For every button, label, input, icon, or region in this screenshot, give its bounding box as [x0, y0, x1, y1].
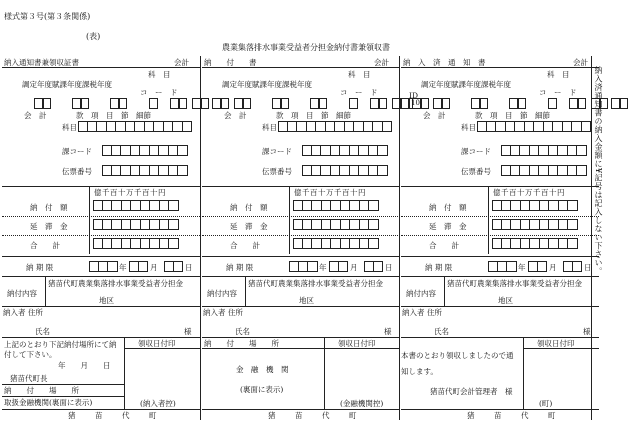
code-box[interactable]: [110, 98, 119, 109]
kaikei-label: 会計: [573, 58, 588, 67]
hi-label: 日: [584, 263, 592, 272]
naiyo-label: 納付内容: [7, 289, 37, 298]
code-box[interactable]: [349, 98, 358, 109]
chiku-label: 地区: [299, 296, 314, 305]
gokei-boxes[interactable]: [93, 238, 179, 249]
gokei-label: 合 計: [30, 241, 60, 250]
code-box[interactable]: [370, 98, 379, 109]
kigen-label: 納 期 限: [226, 263, 254, 272]
sama-label: 様: [384, 327, 392, 336]
sama-label: 様: [184, 327, 192, 336]
kamoku-label: 科目: [62, 123, 77, 132]
s2-bank: 金 融 機 関: [236, 365, 289, 374]
shimei-label: 氏名: [434, 327, 449, 336]
code-label: コ ー ド: [539, 88, 577, 97]
code-box[interactable]: [179, 98, 188, 109]
code-box[interactable]: [471, 98, 480, 109]
kamoku-boxes[interactable]: [477, 121, 591, 132]
kamoku-label: 科目: [262, 123, 277, 132]
section-title: 納入通知書兼領収証書: [4, 58, 79, 67]
naiyo-text: 猪苗代町農業集落排水事業受益者分担金: [447, 279, 582, 288]
code-box[interactable]: [212, 98, 221, 109]
s2-place: 納 付 場 所: [204, 339, 279, 348]
code-box[interactable]: [442, 98, 451, 109]
code-box[interactable]: [620, 98, 629, 109]
code-box[interactable]: [81, 98, 90, 109]
kaikei2-label: 会 計: [224, 111, 247, 120]
entai-boxes[interactable]: [93, 219, 179, 230]
chiku-label: 地区: [99, 296, 114, 305]
stamp-note: (金融機関控): [340, 399, 384, 408]
kamoku-top-label: 科 目: [148, 70, 171, 79]
code-box[interactable]: [401, 98, 410, 109]
kigen-day-boxes[interactable]: [364, 261, 383, 272]
code-box[interactable]: [201, 98, 210, 109]
side-note: 納入済通知書の納入金額に¥記号は記入しない下さい。: [594, 66, 603, 276]
code-box[interactable]: [119, 98, 128, 109]
denpyo-boxes[interactable]: [302, 165, 388, 176]
code-box[interactable]: [518, 98, 527, 109]
code-box[interactable]: [433, 98, 442, 109]
code-box[interactable]: [310, 98, 319, 109]
nendo-label: 調定年度賦課年度課税年度: [421, 80, 511, 89]
gokei-boxes[interactable]: [492, 238, 578, 249]
tsuki-label: 月: [549, 263, 557, 272]
denpyo-label: 伝票番号: [461, 167, 491, 176]
denpyo-boxes[interactable]: [102, 165, 188, 176]
footer-town: 猪 苗 代 町: [467, 411, 562, 420]
naiyo-text: 猪苗代町農業集落排水事業受益者分担金: [248, 279, 383, 288]
kigen-year-boxes[interactable]: [488, 261, 517, 272]
form-title: 農業集落排水事業受益者分担金納付書兼領収書: [222, 43, 390, 52]
digits-header: 億千百十万千百十円: [94, 188, 166, 197]
entai-label: 延 滞 金: [30, 222, 68, 231]
right-border: [591, 56, 592, 420]
code-box[interactable]: [149, 98, 158, 109]
code-box[interactable]: [578, 98, 587, 109]
nofu_gaku-boxes[interactable]: [93, 200, 179, 211]
kamoku-label: 科目: [461, 123, 476, 132]
kigen-label: 納 期 限: [26, 263, 54, 272]
hi-label: 日: [185, 263, 193, 272]
entai-label: 延 滞 金: [230, 222, 268, 231]
s3-line2: 知します。: [401, 367, 438, 376]
naiyo-label: 納付内容: [207, 289, 237, 298]
digits-header: 億千百十万千百十円: [294, 188, 366, 197]
code-box[interactable]: [319, 98, 328, 109]
id-value: 10: [411, 99, 420, 107]
kaikei2-label: 会 計: [24, 111, 47, 120]
tsuki-label: 月: [350, 263, 358, 272]
code-box[interactable]: [421, 98, 430, 109]
s1-line2: 付して下さい。: [4, 350, 57, 359]
entai-label: 延 滞 金: [429, 222, 467, 231]
nen-label: 年: [319, 263, 327, 272]
kigen-month-boxes[interactable]: [329, 261, 348, 272]
id-label: ID: [409, 91, 418, 100]
section-title: 納 入 済 通 知 書: [403, 58, 486, 67]
nofu_gaku-label: 納 付 額: [30, 203, 68, 212]
form-side: (表): [86, 32, 101, 41]
section-divider: [200, 56, 201, 420]
naiyo-label: 納付内容: [406, 289, 436, 298]
kan-label: 款 項 目 節 細節: [475, 111, 550, 120]
kan-label: 款 項 目 節 細節: [76, 111, 151, 120]
code-box[interactable]: [221, 98, 230, 109]
kigen-day-boxes[interactable]: [164, 261, 183, 272]
ryoshu-label: 領収日付印: [338, 339, 376, 348]
code-box[interactable]: [281, 98, 290, 109]
footer-town: 猪 苗 代 町: [68, 411, 163, 420]
tsuki-label: 月: [150, 263, 158, 272]
code-box[interactable]: [170, 98, 179, 109]
code-box[interactable]: [34, 98, 43, 109]
entai-boxes[interactable]: [492, 219, 578, 230]
ka-code-boxes[interactable]: [501, 145, 587, 156]
nendo-label: 調定年度賦課年度課税年度: [222, 80, 312, 89]
kamoku-top-label: 科 目: [348, 70, 371, 79]
kamoku-boxes[interactable]: [278, 121, 392, 132]
code-box[interactable]: [272, 98, 281, 109]
denpyo-label: 伝票番号: [62, 167, 92, 176]
naiyo-text: 猪苗代町農業集落排水事業受益者分担金: [48, 279, 183, 288]
ryoshu-label: 領収日付印: [537, 339, 575, 348]
ka-code-label: 課コード: [62, 147, 92, 156]
stamp-note: (納入者控): [140, 399, 176, 408]
kan-label: 款 項 目 節 細節: [276, 111, 351, 120]
shimei-label: 氏名: [235, 327, 250, 336]
kigen-year-boxes[interactable]: [89, 261, 118, 272]
kaikei-label: 会計: [174, 58, 189, 67]
kigen-month-boxes[interactable]: [129, 261, 148, 272]
nen-label: 年: [518, 263, 526, 272]
code-box[interactable]: [509, 98, 518, 109]
s3-kaikei: 猪苗代町会計管理者 様: [430, 387, 513, 396]
gokei-boxes[interactable]: [293, 238, 379, 249]
s1-date: 年 月 日: [58, 361, 111, 370]
section-divider: [399, 56, 400, 420]
code-box[interactable]: [548, 98, 557, 109]
nounyu-label: 納入者 住所: [402, 308, 442, 317]
footer-town: 猪 苗 代 町: [268, 411, 363, 420]
ka-code-boxes[interactable]: [102, 145, 188, 156]
kigen-day-boxes[interactable]: [563, 261, 582, 272]
nounyu-label: 納入者 住所: [203, 308, 243, 317]
kaikei2-label: 会 計: [423, 111, 446, 120]
entai-boxes[interactable]: [293, 219, 379, 230]
code-box[interactable]: [379, 98, 388, 109]
code-box[interactable]: [480, 98, 489, 109]
code-label: コ ー ド: [340, 88, 378, 97]
nofu_gaku-label: 納 付 額: [230, 203, 268, 212]
s1-mayor: 猪苗代町長: [10, 374, 48, 383]
chiku-label: 地区: [498, 296, 513, 305]
code-box[interactable]: [611, 98, 620, 109]
section-title: 納 付 書: [204, 58, 257, 67]
ka-code-boxes[interactable]: [302, 145, 388, 156]
denpyo-boxes[interactable]: [501, 165, 587, 176]
ryoshu-label: 領収日付印: [138, 339, 176, 348]
kigen-year-boxes[interactable]: [289, 261, 318, 272]
nofu_gaku-label: 納 付 額: [429, 203, 467, 212]
nofu_gaku-boxes[interactable]: [492, 200, 578, 211]
s1-place: 納 付 場 所: [4, 386, 79, 395]
hi-label: 日: [385, 263, 393, 272]
s3-line1: 本書のとおり領収しましたので通: [401, 351, 514, 360]
gokei-label: 合 計: [230, 241, 260, 250]
nendo-label: 調定年度賦課年度課税年度: [22, 80, 112, 89]
kaikei-label: 会計: [374, 58, 389, 67]
s1-bank: 取扱金融機関(裏面に表示): [4, 398, 93, 407]
s2-ura: (裏面に表示): [240, 385, 284, 394]
kigen-label: 納 期 限: [425, 263, 453, 272]
denpyo-label: 伝票番号: [262, 167, 292, 176]
stamp-note: (町): [539, 399, 553, 408]
code-label: コ ー ド: [140, 88, 178, 97]
form-number: 様式第３号(第３条関係): [4, 12, 91, 21]
ka-code-label: 課コード: [461, 147, 491, 156]
code-box[interactable]: [43, 98, 52, 109]
kigen-month-boxes[interactable]: [528, 261, 547, 272]
code-box[interactable]: [72, 98, 81, 109]
code-box[interactable]: [569, 98, 578, 109]
shimei-label: 氏名: [35, 327, 50, 336]
digits-header: 億千百十万千百十円: [493, 188, 565, 197]
gokei-label: 合 計: [429, 241, 459, 250]
nofu_gaku-boxes[interactable]: [293, 200, 379, 211]
s1-line1: 上記のとおり下記納付場所にて納: [4, 340, 117, 349]
ka-code-label: 課コード: [262, 147, 292, 156]
nen-label: 年: [119, 263, 127, 272]
kamoku-top-label: 科 目: [547, 70, 570, 79]
nounyu-label: 納入者 住所: [3, 308, 43, 317]
kamoku-boxes[interactable]: [78, 121, 192, 132]
code-box[interactable]: [234, 98, 243, 109]
code-box[interactable]: [243, 98, 252, 109]
sama-label: 様: [583, 327, 591, 336]
